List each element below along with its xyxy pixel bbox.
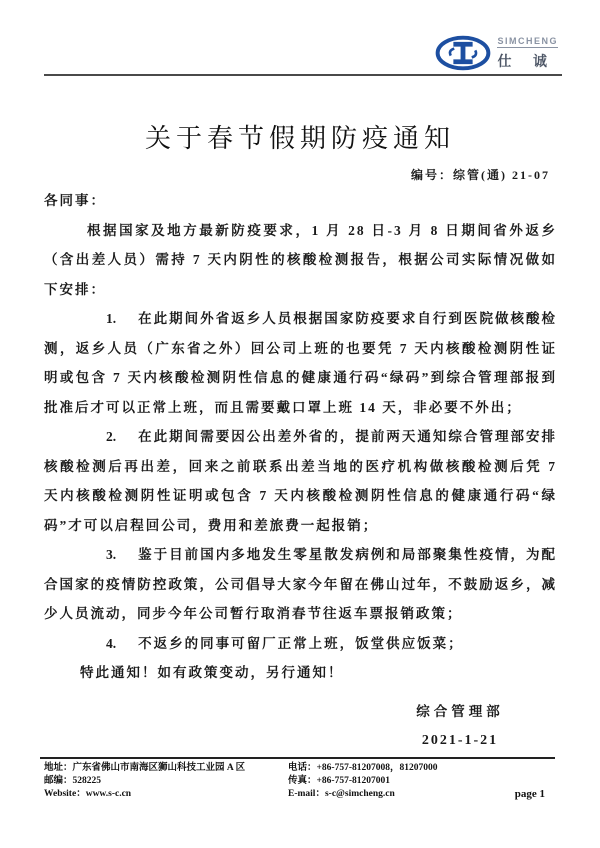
document-number: 编号：综管(通) 21-07 xyxy=(411,168,550,182)
footer-phone xyxy=(288,762,438,775)
website-value: www.s-c.cn xyxy=(85,789,132,799)
page-title: 关于春节假期防疫通知 xyxy=(144,124,455,153)
notice-item-3 xyxy=(44,540,557,629)
logo-wordmark xyxy=(497,36,558,71)
salutation: 各同事： xyxy=(44,193,106,208)
phone-value: +86-757-81207008，81207000 xyxy=(316,763,438,773)
company-logo xyxy=(435,34,558,72)
footer-zip xyxy=(44,775,245,788)
intro-paragraph: 根据国家及地方最新防疫要求，1 月 28 日-3 月 8 日期间省外返乡（含出差人员）需持 7 天内阴性的核酸检测报告，根据公司实际情况做如下安排： xyxy=(44,222,557,297)
address-value: 广东省佛山市南海区狮山科技工业园 A 区 xyxy=(72,763,246,773)
page-number: page 1 xyxy=(514,788,545,800)
footer-address xyxy=(44,762,245,775)
brand-name-en: SIMCHENG xyxy=(497,35,558,46)
fax-value: +86-757-81207001 xyxy=(316,776,391,786)
item-4-number: 4. xyxy=(106,635,117,651)
email-label: E-mail： xyxy=(288,789,325,799)
notice-body xyxy=(44,186,557,688)
item-3-text: 鉴于目前国内多地发生零星散发病例和局部聚集性疫情，为配合国家的疫情防控政策，公司倡导大家今年留在佛山过年，不鼓励返乡，减少人员流动，同步今年公司暂行取消春节往返车票报销政策； xyxy=(44,547,557,621)
item-4-text: 不返乡的同事可留厂正常上班，饭堂供应饭菜； xyxy=(138,635,464,651)
footer-email xyxy=(288,788,438,801)
item-2-text: 在此期间需要因公出差外省的，提前两天通知综合管理部安排核酸检测后再出差，回来之前联系出差当地的医疗机构做核酸检测后凭 7 天内核酸检测阴性证明或包含 7 天内核酸检测阴性信息的健康通行码“绿码”才可以启程回公司，费用和差旅费一起报销； xyxy=(44,429,557,533)
zip-label: 邮编： xyxy=(44,776,73,786)
closing-statement: 特此通知！如有政策变动，另行通知！ xyxy=(80,665,344,680)
notice-item-2 xyxy=(44,422,557,540)
zip-value: 528225 xyxy=(72,776,102,786)
header-divider xyxy=(44,74,562,76)
signature-date: 2021-1-21 xyxy=(421,733,499,748)
sc-monogram-icon xyxy=(435,34,491,72)
notice-item-1 xyxy=(44,304,557,422)
brand-name-cn: 仕 诚 xyxy=(497,54,556,70)
website-label: Website： xyxy=(44,789,86,799)
item-3-number: 3. xyxy=(106,547,117,562)
item-1-number: 1. xyxy=(106,311,117,326)
notice-item-4 xyxy=(44,629,557,659)
footer-right-column xyxy=(288,762,438,801)
email-value: s-c@simcheng.cn xyxy=(324,789,395,799)
signature-department: 综合管理部 xyxy=(416,704,504,719)
item-2-number: 2. xyxy=(106,429,117,444)
address-label: 地址： xyxy=(44,763,73,773)
footer-fax xyxy=(288,775,438,788)
footer-left-column xyxy=(44,762,245,801)
footer-divider xyxy=(40,757,555,759)
fax-label: 传真： xyxy=(288,776,317,786)
signature-block xyxy=(378,702,542,751)
footer-website xyxy=(44,788,245,801)
item-1-text: 在此期间外省返乡人员根据国家防疫要求自行到医院做核酸检测，返乡人员（广东省之外）回公司上班的也要凭 7 天内核酸检测阴性证明或包含 7 天内核酸检测阴性信息的健康通行码“绿码”到综合管理部报到批准后才可以正常上班，而且需要戴口罩上班 14 天，非必要不外出； xyxy=(44,311,557,415)
phone-label: 电话： xyxy=(288,763,317,773)
